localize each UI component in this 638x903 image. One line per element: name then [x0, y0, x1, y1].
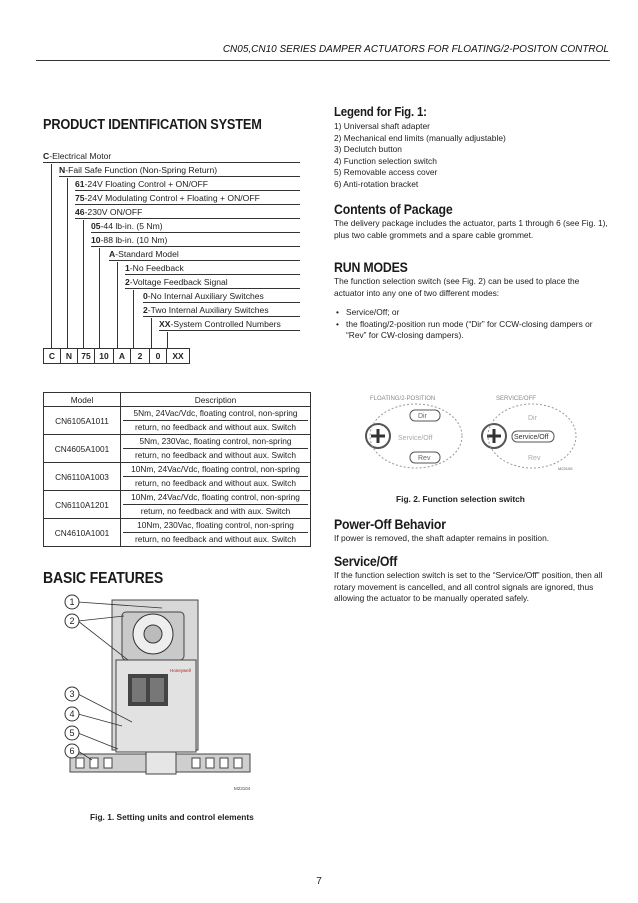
pid-line	[143, 290, 300, 303]
pid-text: -System Controlled Numbers	[170, 319, 281, 329]
pid-line	[75, 192, 300, 205]
run-modes-intro: The function selection switch (see Fig. 2) can be used to place the actuator into any one of two different modes:	[334, 276, 580, 298]
model-cell: CN4605A1001	[44, 435, 121, 463]
description-line: 10Nm, 230Vac, floating control, non-spring	[123, 519, 308, 533]
models-table	[43, 392, 311, 547]
fig2-service-right: Service/Off	[514, 434, 549, 441]
pid-code: A	[109, 249, 116, 259]
pid-text: -44 lb-in. (5 Nm)	[100, 221, 163, 231]
fig2-service-left: Service/Off	[398, 435, 433, 442]
pid-text: -Standard Model	[115, 249, 179, 259]
pid-line	[159, 318, 300, 331]
legend-item: 6) Anti-rotation bracket	[334, 178, 419, 189]
code-cell: XX	[166, 348, 190, 364]
description-cell	[121, 519, 311, 547]
running-header: CN05,CN10 SERIES DAMPER ACTUATORS FOR FLOATING/2-POSITON CONTROL	[222, 44, 609, 55]
callout-4: 4	[69, 709, 75, 719]
model-cell: CN4610A1001	[44, 519, 121, 547]
pid-code: N	[59, 165, 66, 175]
code-cell: 10	[94, 348, 114, 364]
header-rule	[36, 60, 610, 61]
brand-text: Honeywell	[170, 668, 191, 673]
pid-line	[91, 220, 300, 233]
contents-text: The delivery package includes the actuator, parts 1 through 6 (see Fig. 1), plus two cable grommets and a spare cable grommet.	[334, 218, 608, 240]
code-cell: 0	[149, 348, 167, 364]
code-cell: C	[43, 348, 61, 364]
switch-figure	[356, 390, 578, 474]
callout-1: 1	[69, 597, 75, 607]
fig2-label-left: FLOATING/2-POSITION	[370, 396, 436, 402]
description-cell	[121, 491, 311, 519]
code-row	[43, 348, 189, 364]
callout-6: 6	[69, 746, 75, 756]
legend-item: 5) Removable access cover	[334, 167, 438, 177]
pid-code: 46	[75, 207, 85, 217]
pid-line	[125, 276, 300, 289]
table-row	[44, 435, 311, 463]
pid-line	[125, 262, 300, 275]
callout-5: 5	[69, 728, 75, 738]
legend-heading: Legend for Fig. 1:	[334, 104, 427, 119]
pid-connector	[133, 290, 134, 348]
pid-heading: PRODUCT IDENTIFICATION SYSTEM	[43, 117, 262, 133]
pid-code: 10	[91, 235, 101, 245]
actuator-figure	[62, 594, 260, 802]
pid-code: C	[43, 151, 50, 161]
pid-text: -Voltage Feedback Signal	[129, 277, 228, 287]
pid-line	[75, 178, 300, 191]
fig1-code: M23104	[234, 786, 251, 791]
pid-connector	[67, 178, 68, 348]
pid-connector	[99, 248, 100, 348]
pid-line	[75, 206, 300, 219]
code-cell: A	[113, 348, 131, 364]
contents-heading: Contents of Package	[334, 201, 453, 217]
code-cell: 75	[77, 348, 95, 364]
service-off-heading: Service/Off	[334, 553, 398, 569]
pid-connector	[51, 164, 52, 348]
description-line: 5Nm, 24Vac/Vdc, floating control, non-spring	[123, 407, 308, 421]
pid-connector	[83, 220, 84, 348]
table-row	[44, 463, 311, 491]
description-cell	[121, 463, 311, 491]
run-mode-item: • the floating/2-position run mode (“Dir” for CCW-closing dampers or “Rev” for CW-closing dampers).	[334, 319, 610, 342]
fig2-caption: Fig. 2. Function selection switch	[396, 494, 525, 504]
pid-text: -88 lb-in. (10 Nm)	[100, 235, 168, 245]
power-off-text: If power is removed, the shaft adapter remains in position.	[334, 533, 550, 543]
run-modes-heading: RUN MODES	[334, 259, 408, 275]
model-cell: CN6105A1011	[44, 407, 121, 435]
callout-3: 3	[69, 689, 75, 699]
power-off-heading: Power-Off Behavior	[334, 516, 446, 532]
pid-line	[59, 164, 300, 177]
legend-item: 2) Mechanical end limits (manually adjustable)	[334, 132, 506, 143]
model-cell: CN6110A1201	[44, 491, 121, 519]
callout-2: 2	[69, 616, 75, 626]
description-cell	[121, 435, 311, 463]
description-line: 10Nm, 24Vac/Vdc, floating control, non-spring	[123, 463, 308, 477]
legend-item: 4) Function selection switch	[334, 155, 437, 166]
pid-line	[143, 304, 300, 317]
fig1-caption: Fig. 1. Setting units and control elements	[90, 812, 254, 822]
pid-text: -24V Floating Control + ON/OFF	[84, 179, 209, 189]
pid-text: -24V Modulating Control + Floating + ON/OFF	[84, 193, 260, 203]
description-cell	[121, 407, 311, 435]
pid-text: -Two Internal Auxiliary Switches	[147, 305, 269, 315]
pid-line	[109, 248, 300, 261]
fig2-dir-right: Dir	[528, 415, 537, 422]
run-mode-item: • Service/Off; or	[334, 307, 610, 319]
fig2-rev-right: Rev	[528, 455, 541, 462]
legend-list	[334, 121, 614, 190]
fig2-code: M23105	[558, 466, 573, 471]
pid-line	[91, 234, 300, 247]
pid-code: 2	[143, 305, 148, 315]
pid-code: 05	[91, 221, 101, 231]
pid-connector	[167, 332, 168, 348]
table-row	[44, 491, 311, 519]
pid-code: 75	[75, 193, 85, 203]
description-line: return, no feedback and without aux. Switch	[135, 450, 296, 460]
col-model: Model	[44, 393, 121, 407]
pid-code: 61	[75, 179, 85, 189]
pid-code: 0	[143, 291, 148, 301]
description-line: return, no feedback and without aux. Switch	[135, 478, 296, 488]
fig2-dir-left: Dir	[418, 413, 427, 420]
description-line: 5Nm, 230Vac, floating control, non-spring	[123, 435, 308, 449]
service-off-text: If the function selection switch is set to the “Service/Off” position, then all rotary movement is cancelled, and all control signals are ignored, thus allowing the actuator to be manually operated safely.	[334, 570, 603, 603]
pid-code: 2	[125, 277, 130, 287]
pid-text: -Fail Safe Function (Non-Spring Return)	[65, 165, 218, 175]
legend-item: 3) Declutch button	[334, 144, 402, 154]
col-description: Description	[121, 393, 311, 407]
description-line: return, no feedback and with aux. Switch	[140, 506, 291, 516]
basic-features-heading: BASIC FEATURES	[43, 570, 164, 587]
pid-text: -No Internal Auxiliary Switches	[147, 291, 264, 301]
pid-text: -230V ON/OFF	[84, 207, 143, 217]
code-cell: N	[60, 348, 78, 364]
model-cell: CN6110A1003	[44, 463, 121, 491]
run-modes-list	[334, 307, 610, 342]
pid-code: 1	[125, 263, 130, 273]
fig2-rev-left: Rev	[418, 455, 431, 462]
pid-code: XX	[159, 319, 171, 329]
description-line: 10Nm, 24Vac/Vdc, floating control, non-spring	[123, 491, 308, 505]
description-line: return, no feedback and without aux. Switch	[135, 422, 296, 432]
legend-item: 1) Universal shaft adapter	[334, 121, 430, 131]
fig2-label-right: SERVICE/OFF	[496, 396, 536, 402]
pid-text: -Electrical Motor	[49, 151, 112, 161]
description-line: return, no feedback and without aux. Switch	[135, 534, 296, 544]
pid-text: -No Feedback	[129, 263, 184, 273]
table-row	[44, 407, 311, 435]
pid-connector	[151, 318, 152, 348]
pid-line	[43, 150, 300, 163]
code-cell: 2	[130, 348, 150, 364]
table-row	[44, 519, 311, 547]
page-number: 7	[316, 876, 322, 887]
pid-connector	[117, 262, 118, 348]
